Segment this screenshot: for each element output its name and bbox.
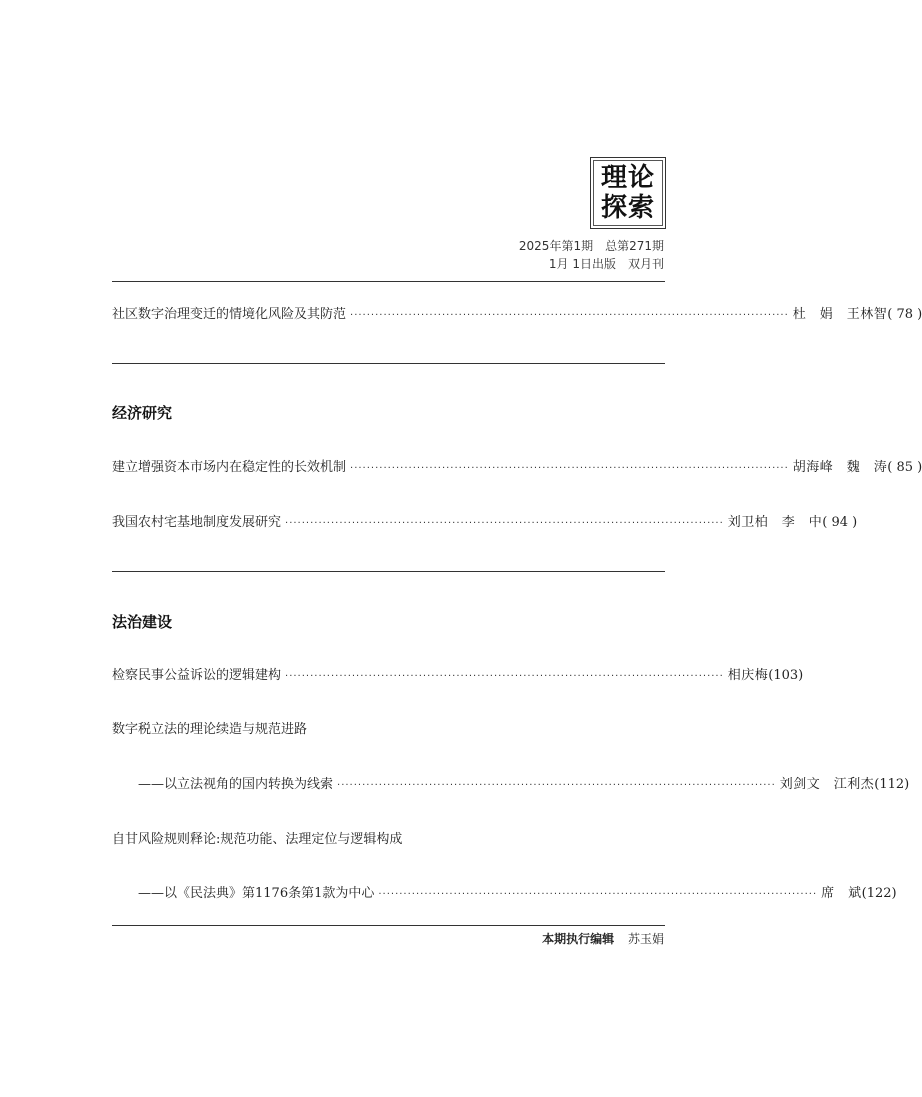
entry-title: 数字税立法的理论续造与规范进路: [112, 722, 308, 737]
divider: [112, 363, 665, 364]
entry-page: (112): [874, 777, 910, 792]
editor-label: 本期执行编辑: [542, 932, 615, 946]
journal-logo: [590, 157, 666, 229]
entry-title: 社区数字治理变迁的情境化风险及其防范: [112, 307, 347, 322]
entry-authors: 刘卫柏 李 中: [727, 515, 823, 530]
leader-dots: ·········································································································: [285, 518, 724, 529]
entry-page: ( 85 ): [887, 460, 922, 475]
entry-subtitle: ——以《民法典》第1176条第1款为中心: [138, 886, 375, 901]
issue-date: 1月 1日出版 双月刊: [548, 257, 664, 271]
leader-dots: ·········································································································: [378, 889, 818, 900]
entry-page: (103): [768, 668, 804, 683]
entry-title: 建立增强资本市场内在稳定性的长效机制: [112, 460, 347, 475]
executive-editor: [542, 930, 664, 947]
entry-authors: 杜 娟 王林智: [792, 307, 888, 322]
leader-dots: ·········································································································: [337, 780, 776, 791]
section-heading: 经济研究: [112, 404, 173, 422]
toc-entry: [138, 776, 910, 795]
toc-entry: [138, 885, 897, 904]
logo-line-2: 探索: [600, 193, 655, 223]
issue-number: 2025年第1期 总第271期: [518, 239, 664, 253]
toc-entry: [112, 459, 922, 478]
entry-page: (122): [861, 886, 897, 901]
leader-dots: ·········································································································: [350, 310, 789, 321]
entry-authors: 席 斌: [821, 886, 862, 901]
toc-entry: [112, 667, 804, 686]
leader-dots: ·········································································································: [350, 463, 789, 474]
entry-authors: 胡海峰 魏 涛: [792, 460, 888, 475]
entry-authors: 相庆梅: [727, 668, 769, 683]
section-heading: 法治建设: [112, 613, 173, 631]
entry-title: 检察民事公益诉讼的逻辑建构: [112, 668, 282, 683]
entry-title: 自甘风险规则释论:规范功能、法理定位与逻辑构成: [112, 832, 403, 847]
divider: [112, 925, 665, 926]
entry-authors: 刘剑文 江利杰: [779, 777, 875, 792]
editor-name: 苏玉娟: [627, 932, 664, 946]
divider: [112, 571, 665, 572]
entry-subtitle: ——以立法视角的国内转换为线索: [138, 777, 334, 792]
toc-entry: [112, 514, 858, 533]
entry-title: 我国农村宅基地制度发展研究: [112, 515, 282, 530]
toc-entry: [112, 306, 922, 325]
logo-line-1: 理论: [600, 163, 655, 193]
entry-page: ( 94 ): [822, 515, 858, 530]
divider: [112, 281, 665, 282]
leader-dots: ·········································································································: [285, 671, 724, 682]
entry-page: ( 78 ): [887, 307, 922, 322]
